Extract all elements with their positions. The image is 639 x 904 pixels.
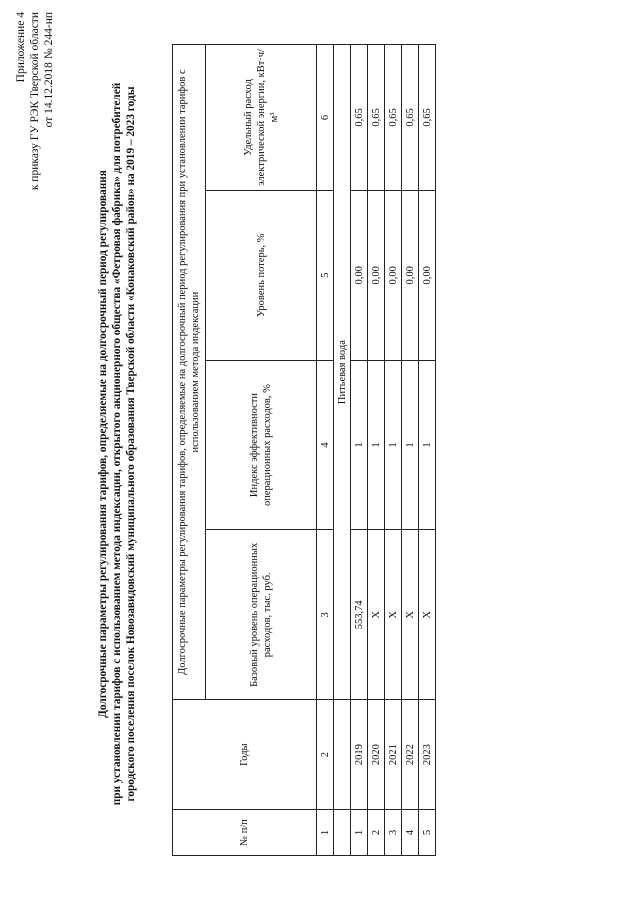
appendix-line-3: от 14.12.2018 № 244-нп	[43, 12, 55, 128]
parameters-table	[172, 44, 436, 856]
cell-base-opex: 553,74	[351, 530, 368, 700]
header-group: Долгосрочные параметры регулирования тарифов, определяемые на долгосрочный период регулирования при установлении тарифов с использованием метода индексации	[173, 45, 206, 700]
table-row	[419, 45, 436, 856]
cell-no: 3	[385, 810, 402, 856]
heading-line-1: Долгосрочные параметры регулирования тарифов, определяемые на долгосрочный период регулирования	[97, 170, 109, 718]
cell-year: 2019	[351, 700, 368, 810]
cell-loss-level: 0,00	[402, 190, 419, 360]
header-energy-use: Удельный расход электрической энергии, кВт·ч/м³	[206, 45, 317, 191]
table-row	[385, 45, 402, 856]
table-row	[368, 45, 385, 856]
document-heading	[96, 64, 138, 824]
cell-year: 2020	[368, 700, 385, 810]
appendix-note	[14, 12, 56, 190]
col-number: 2	[317, 700, 334, 810]
col-number: 5	[317, 190, 334, 360]
table-row	[402, 45, 419, 856]
cell-base-opex: X	[368, 530, 385, 700]
cell-efficiency-index: 1	[368, 360, 385, 530]
cell-energy-use: 0,65	[419, 45, 436, 191]
cell-efficiency-index: 1	[419, 360, 436, 530]
section-empty-cell	[334, 700, 351, 810]
col-number: 3	[317, 530, 334, 700]
cell-energy-use: 0,65	[368, 45, 385, 191]
cell-loss-level: 0,00	[385, 190, 402, 360]
cell-no: 1	[351, 810, 368, 856]
cell-year: 2023	[419, 700, 436, 810]
cell-energy-use: 0,65	[351, 45, 368, 191]
col-number: 1	[317, 810, 334, 856]
cell-no: 4	[402, 810, 419, 856]
header-base-opex: Базовый уровень операционных расходов, тыс. руб.	[206, 530, 317, 700]
section-title: Питьевая вода	[334, 45, 351, 700]
heading-line-3: городского поселения поселок Новозавидовский муниципального образования Тверской области «Конаковский район» на 2019 – 2023 годы	[125, 86, 137, 802]
header-loss-level: Уровень потерь, %	[206, 190, 317, 360]
appendix-line-2: к приказу ГУ РЭК Тверской области	[29, 12, 41, 191]
cell-no: 2	[368, 810, 385, 856]
cell-no: 5	[419, 810, 436, 856]
cell-base-opex: X	[385, 530, 402, 700]
cell-year: 2022	[402, 700, 419, 810]
cell-base-opex: X	[419, 530, 436, 700]
cell-efficiency-index: 1	[351, 360, 368, 530]
appendix-line-1: Приложение 4	[15, 12, 27, 83]
header-no: № п/п	[173, 810, 317, 856]
cell-loss-level: 0,00	[368, 190, 385, 360]
cell-energy-use: 0,65	[402, 45, 419, 191]
section-empty-cell	[334, 810, 351, 856]
cell-loss-level: 0,00	[419, 190, 436, 360]
col-number: 4	[317, 360, 334, 530]
col-number: 6	[317, 45, 334, 191]
cell-energy-use: 0,65	[385, 45, 402, 191]
cell-loss-level: 0,00	[351, 190, 368, 360]
cell-efficiency-index: 1	[402, 360, 419, 530]
cell-efficiency-index: 1	[385, 360, 402, 530]
table-row	[351, 45, 368, 856]
header-years: Годы	[173, 700, 317, 810]
cell-base-opex: X	[402, 530, 419, 700]
cell-year: 2021	[385, 700, 402, 810]
header-efficiency-index: Индекс эффективности операционных расходов, %	[206, 360, 317, 530]
heading-line-2: при установлении тарифов с использованием метода индексации, открытого акционерного общества «Фетровая фабрика» для потребителей	[111, 82, 123, 806]
